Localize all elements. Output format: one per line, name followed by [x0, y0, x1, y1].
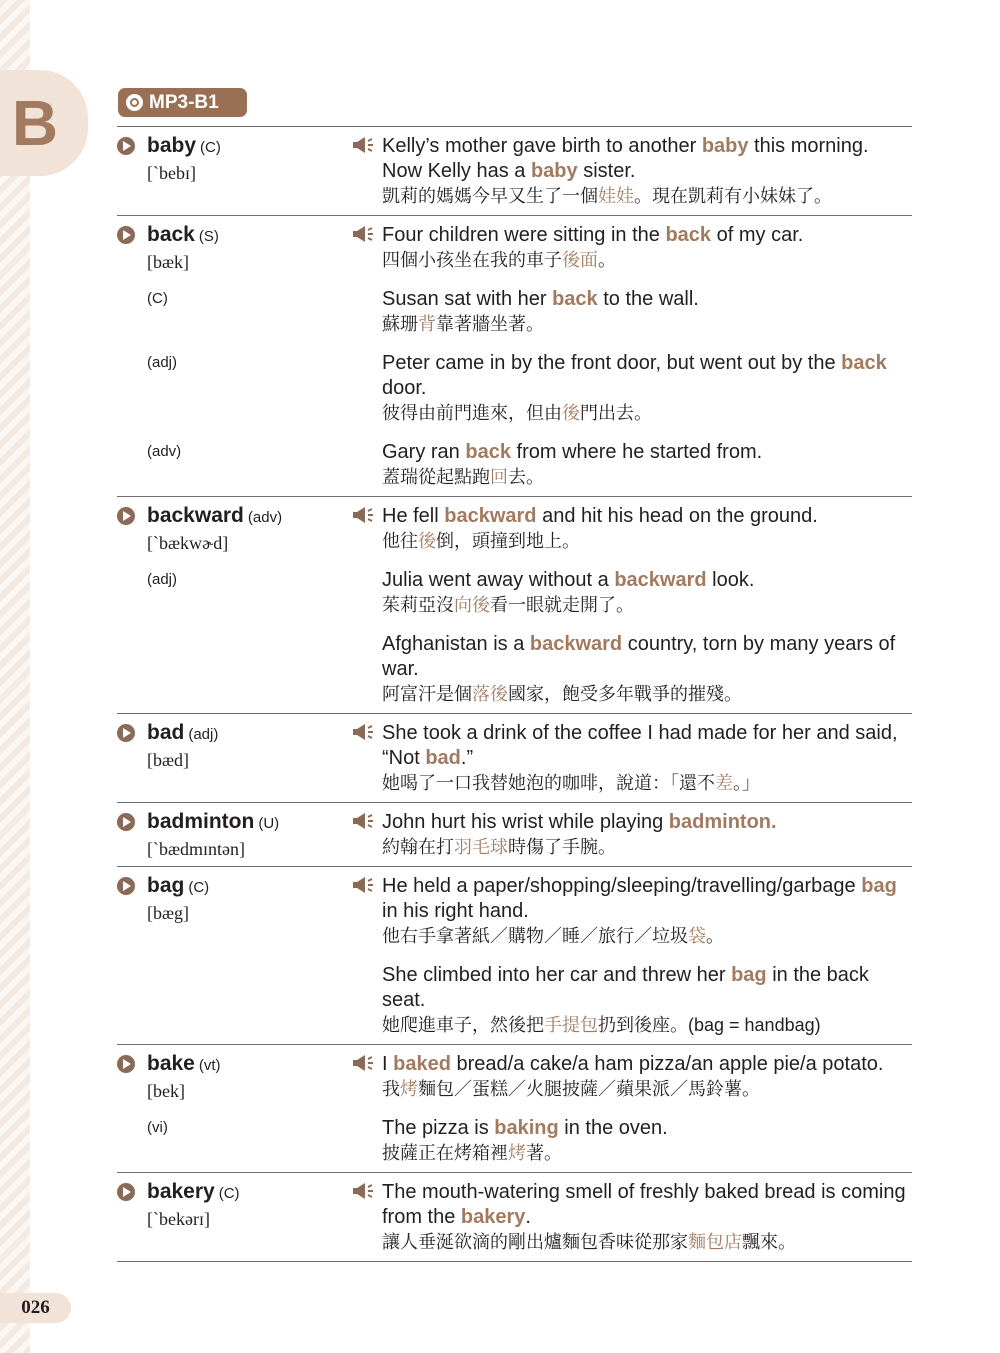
part-of-speech: (adv) [247, 509, 283, 526]
example-column [352, 632, 912, 707]
example-chinese [382, 248, 912, 273]
example-chinese [382, 771, 912, 796]
highlight-text: back [841, 352, 887, 374]
section-letter-tab [0, 70, 88, 176]
highlight-text: bad [425, 747, 461, 769]
headword: badminton (U) [147, 810, 280, 833]
page-number: 026 [0, 1293, 71, 1323]
headword-column [117, 223, 352, 273]
text-segment: 去。 [508, 467, 544, 487]
text-segment: Susan sat with her [382, 288, 553, 310]
text-segment: sister. [577, 160, 636, 182]
text-segment: The pizza is [382, 1117, 495, 1139]
example-chinese [382, 924, 912, 949]
highlight-text: 後 [562, 403, 580, 423]
pronunciation: [bæd] [147, 750, 189, 770]
text-segment: She climbed into her car and threw her [382, 964, 732, 986]
sense-row [117, 1052, 912, 1102]
text-segment: 茱莉亞沒 [382, 595, 454, 615]
sense-row [117, 632, 912, 707]
part-of-speech: (U) [258, 815, 280, 832]
text-segment: 。」 [733, 773, 760, 793]
text-segment: 。 [598, 250, 616, 270]
example-chinese [382, 1230, 912, 1255]
highlight-text: bag [731, 964, 767, 986]
example-english [382, 963, 912, 1013]
example-column [352, 134, 912, 209]
vocab-entry [117, 216, 912, 497]
pronunciation: [bæg] [147, 903, 189, 923]
text-segment: in the back seat. [382, 964, 869, 1011]
headword: back (S) [147, 223, 219, 246]
text-segment: 倒，頭撞到地上。 [436, 531, 580, 551]
example-column [352, 1116, 912, 1166]
example-column [352, 963, 912, 1038]
example-column [352, 1180, 912, 1255]
sense-row [117, 874, 912, 949]
speaker-icon[interactable] [352, 812, 374, 830]
highlight-text: 袋 [688, 926, 706, 946]
text-segment: of my car. [711, 224, 804, 246]
example-english [382, 810, 912, 835]
highlight-text: 向後 [454, 595, 490, 615]
text-segment: country, torn by many years of war. [382, 633, 896, 680]
text-segment: bread/a cake/a ham pizza/an apple pie/a potato. [450, 1053, 884, 1075]
play-icon[interactable] [117, 1183, 135, 1201]
headword-column [117, 1052, 352, 1102]
example-english [382, 1180, 912, 1230]
example-english [382, 351, 912, 401]
headword: backward (adv) [147, 504, 283, 527]
headword-column [117, 810, 352, 860]
headword: bake (vt) [147, 1052, 221, 1075]
example-chinese [382, 401, 912, 426]
pronunciation: [ˋbekərɪ] [147, 1209, 210, 1229]
example-chinese [382, 529, 912, 554]
vocab-entry [117, 1045, 912, 1173]
example-chinese [382, 593, 912, 618]
pronunciation: [ˋbædmɪntən] [147, 839, 245, 859]
text-segment: 扔到後座。(bag = handbag) [598, 1015, 821, 1035]
sense-row [117, 568, 912, 618]
example-english [382, 721, 912, 771]
text-segment: 蓋瑞從起點跑 [382, 467, 490, 487]
text-segment: in his right hand. [382, 900, 529, 922]
text-segment: . [525, 1206, 531, 1228]
text-segment: Julia went away without a [382, 569, 615, 591]
headword-column [117, 287, 352, 337]
highlight-text: 回 [490, 467, 508, 487]
example-english [382, 1052, 912, 1077]
play-icon[interactable] [117, 507, 135, 525]
text-segment: look. [706, 569, 755, 591]
speaker-icon[interactable] [352, 876, 374, 894]
example-english [382, 1116, 912, 1141]
example-english [382, 223, 912, 248]
sense-row [117, 721, 912, 796]
highlight-text: back [465, 441, 511, 463]
text-segment: 國家，飽受多年戰爭的摧殘。 [508, 684, 742, 704]
highlight-text: 麵包店 [688, 1232, 742, 1252]
text-segment: in the oven. [558, 1117, 668, 1139]
text-segment: Afghanistan is a [382, 633, 530, 655]
headword-column [117, 721, 352, 796]
text-segment: He held a paper/shopping/sleeping/travelling/garbage [382, 875, 862, 897]
example-column [352, 721, 912, 796]
vocab-entry [117, 714, 912, 803]
text-segment: John hurt his wrist while playing [382, 811, 669, 833]
text-segment: She took a drink of the coffee I had made for her and said, “Not [382, 722, 898, 769]
pronunciation: [ˋbækwɚd] [147, 533, 229, 553]
vocab-entry [117, 803, 912, 867]
highlight-text: bakery [460, 1206, 526, 1228]
text-segment: Kelly’s mother gave birth to another [382, 135, 702, 157]
text-segment: 約翰在打 [382, 837, 454, 857]
highlight-text: 烤 [508, 1143, 526, 1163]
play-icon[interactable] [117, 137, 135, 155]
sense-row [117, 134, 912, 209]
speaker-icon[interactable] [352, 225, 374, 243]
example-column [352, 440, 912, 490]
audio-track-label: MP3-B1 [149, 91, 219, 113]
example-column [352, 351, 912, 426]
highlight-text: 娃娃 [598, 186, 634, 206]
text-segment: 麵包／蛋糕／火腿披薩／蘋果派／馬鈴薯。 [418, 1079, 760, 1099]
play-icon[interactable] [117, 724, 135, 742]
text-segment: I [382, 1053, 394, 1075]
highlight-text: baking [494, 1117, 559, 1139]
part-of-speech: (adv) [147, 443, 182, 460]
example-column [352, 287, 912, 337]
sense-row [117, 504, 912, 554]
headword-column [117, 963, 352, 1038]
part-of-speech: (S) [198, 228, 219, 245]
text-segment: 著。 [526, 1143, 562, 1163]
headword: bag (C) [147, 874, 210, 897]
sense-row [117, 287, 912, 337]
example-english [382, 134, 912, 184]
section-letter: B [11, 87, 59, 159]
speaker-icon[interactable] [352, 723, 374, 741]
highlight-text: 差 [715, 773, 733, 793]
text-segment: 她喝了一口我替她泡的咖啡，說道：「還不 [382, 773, 715, 793]
text-segment: 他右手拿著紙／購物／睡／旅行／垃圾 [382, 926, 688, 946]
speaker-icon[interactable] [352, 506, 374, 524]
part-of-speech: (adj) [188, 726, 219, 743]
play-icon[interactable] [117, 877, 135, 895]
highlight-text: backward [444, 505, 537, 527]
highlight-text: baked [393, 1053, 451, 1075]
headword-column [117, 351, 352, 426]
example-chinese [382, 1077, 912, 1102]
text-segment: door. [382, 377, 427, 399]
example-chinese [382, 1013, 912, 1038]
highlight-text: 手提包 [544, 1015, 598, 1035]
text-segment: this morning. Now Kelly has a [382, 135, 869, 182]
text-segment: Four children were sitting in the [382, 224, 666, 246]
highlight-text: 後面 [562, 250, 598, 270]
part-of-speech: (C) [218, 1185, 240, 1202]
headword-column [117, 504, 352, 554]
play-icon[interactable] [117, 226, 135, 244]
text-segment: and hit his head on the ground. [536, 505, 818, 527]
example-column [352, 223, 912, 273]
text-segment: 。 [706, 926, 724, 946]
example-column [352, 1052, 912, 1102]
text-segment: 門出去。 [580, 403, 652, 423]
example-column [352, 874, 912, 949]
highlight-text: baby [701, 135, 749, 157]
headword-column [117, 874, 352, 949]
text-segment: 四個小孩坐在我的車子 [382, 250, 562, 270]
decorative-stripe [0, 0, 30, 1353]
pronunciation: [bek] [147, 1081, 185, 1101]
headword-column [117, 1116, 352, 1166]
pronunciation: [ˋbebɪ] [147, 163, 196, 183]
text-segment: 她爬進車子，然後把 [382, 1015, 544, 1035]
text-segment: The mouth-watering smell of freshly baked bread is coming from the [382, 1181, 906, 1228]
text-segment: He fell [382, 505, 445, 527]
example-chinese [382, 312, 912, 337]
example-column [352, 568, 912, 618]
headword-column [117, 568, 352, 618]
example-column [352, 810, 912, 860]
audio-track-badge[interactable] [118, 88, 247, 117]
example-chinese [382, 465, 912, 490]
headword-column [117, 1180, 352, 1255]
highlight-text: back [552, 288, 598, 310]
sense-row [117, 351, 912, 426]
example-english [382, 568, 912, 593]
text-segment: Peter came in by the front door, but went out by the [382, 352, 842, 374]
text-segment: 飄來。 [742, 1232, 796, 1252]
highlight-text: 落後 [472, 684, 508, 704]
highlight-text: baby [530, 160, 578, 182]
highlight-text: 烤 [400, 1079, 418, 1099]
example-chinese [382, 835, 912, 860]
sense-row [117, 810, 912, 860]
example-english [382, 874, 912, 924]
highlight-text: 後 [418, 531, 436, 551]
vocab-entry [117, 127, 912, 216]
text-segment: 靠著牆坐著。 [436, 314, 544, 334]
highlight-text: 羽毛球 [454, 837, 508, 857]
text-segment: 時傷了手腕。 [508, 837, 616, 857]
text-segment: 他往 [382, 531, 418, 551]
text-segment: 看一眼就走開了。 [490, 595, 634, 615]
part-of-speech: (vi) [147, 1119, 168, 1136]
example-chinese [382, 184, 912, 209]
example-chinese [382, 682, 912, 707]
sense-row [117, 440, 912, 490]
example-english [382, 440, 912, 465]
text-segment: 讓人垂涎欲滴的剛出爐麵包香味從那家 [382, 1232, 688, 1252]
text-segment: 我 [382, 1079, 400, 1099]
sense-row [117, 1180, 912, 1255]
part-of-speech: (C) [147, 290, 168, 307]
example-chinese [382, 1141, 912, 1166]
part-of-speech: (adj) [147, 354, 178, 371]
text-segment: 彼得由前門進來，但由 [382, 403, 562, 423]
text-segment: 蘇珊 [382, 314, 418, 334]
text-segment: 阿富汗是個 [382, 684, 472, 704]
text-segment: to the wall. [597, 288, 699, 310]
highlight-text: badminton. [668, 811, 777, 833]
headword-column [117, 632, 352, 707]
part-of-speech: (vt) [198, 1057, 221, 1074]
sense-row [117, 963, 912, 1038]
highlight-text: bag [861, 875, 897, 897]
text-segment: from where he started from. [510, 441, 763, 463]
sense-row [117, 223, 912, 273]
part-of-speech: (adj) [147, 571, 178, 588]
example-english [382, 504, 912, 529]
part-of-speech: (C) [200, 139, 221, 156]
text-segment: 披薩正在烤箱裡 [382, 1143, 508, 1163]
play-icon[interactable] [117, 1055, 135, 1073]
headword-column [117, 440, 352, 490]
example-english [382, 632, 912, 682]
pronunciation: [bæk] [147, 252, 189, 272]
vocab-entry [117, 497, 912, 714]
cd-icon [126, 94, 143, 111]
headword: bad (adj) [147, 721, 219, 744]
headword-column [117, 134, 352, 209]
text-segment: Gary ran [382, 441, 466, 463]
highlight-text: back [665, 224, 712, 246]
text-segment: 。現在凱莉有小妹妹了。 [634, 186, 832, 206]
vocab-entry [117, 1173, 912, 1262]
headword: bakery (C) [147, 1180, 240, 1203]
speaker-icon[interactable] [352, 136, 374, 154]
example-english [382, 287, 912, 312]
sense-row [117, 1116, 912, 1166]
part-of-speech: (C) [188, 879, 210, 896]
highlight-text: backward [529, 633, 623, 655]
highlight-text: backward [614, 569, 707, 591]
play-icon[interactable] [117, 813, 135, 831]
vocabulary-list [117, 126, 912, 1262]
speaker-icon[interactable] [352, 1182, 374, 1200]
highlight-text: 背 [418, 314, 436, 334]
text-segment: 凱莉的媽媽今早又生了一個 [382, 186, 598, 206]
headword: baby (C) [147, 134, 221, 157]
example-column [352, 504, 912, 554]
speaker-icon[interactable] [352, 1054, 374, 1072]
text-segment: .” [460, 747, 474, 769]
vocab-entry [117, 867, 912, 1045]
